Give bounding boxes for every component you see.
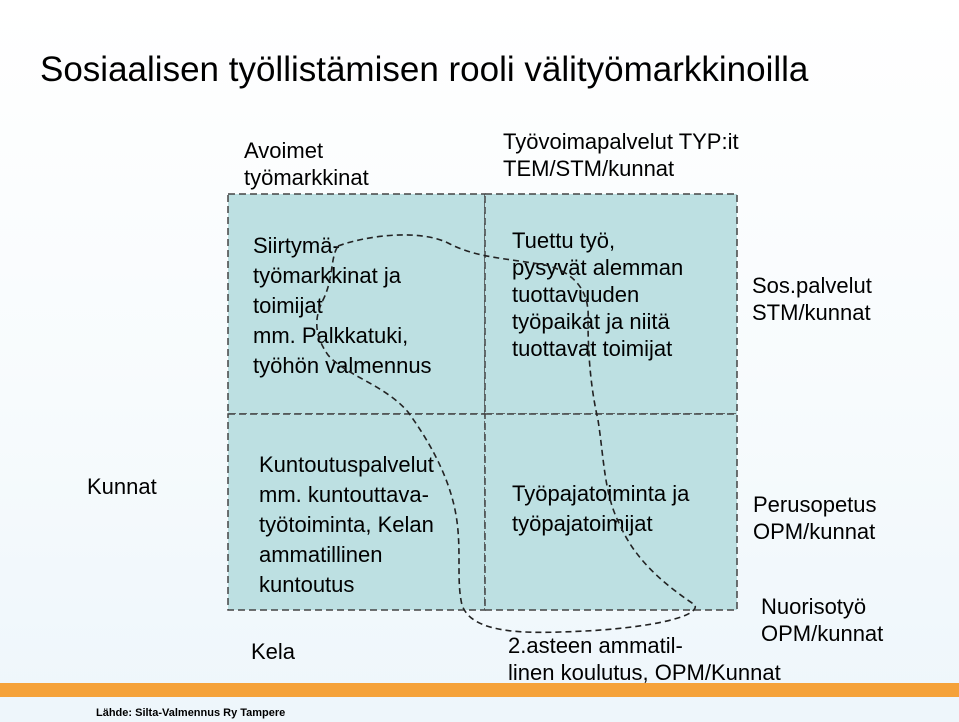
quadrant-top-left-text <box>253 231 432 381</box>
quadrant-top-left-line-4: mm. Palkkatuki, <box>253 323 409 348</box>
quadrant-top-right-text <box>512 227 683 362</box>
label-nuorisotyo-line-1: Nuorisotyö <box>761 594 867 619</box>
quadrant-top-left-line-1: Siirtymä- <box>253 233 340 258</box>
quadrant-bottom-right-text <box>512 479 689 539</box>
quadrant-bottom-left-line-1: Kuntoutuspalvelut <box>259 452 434 477</box>
label-kela: Kela <box>251 639 296 664</box>
quadrant-bottom-left-line-2: mm. kuntouttava- <box>259 482 429 507</box>
label-avoimet-line-2: työmarkkinat <box>244 165 369 190</box>
quadrant-top-right-line-2: pysyvät alemman <box>512 255 684 280</box>
label-toinen-aste-line-1: 2.asteen ammatil- <box>508 633 683 658</box>
label-nuorisotyo-line-2: OPM/kunnat <box>761 621 884 646</box>
quadrant-bottom-right-line-1: Työpajatoiminta ja <box>512 481 690 506</box>
label-avoimet-line-1: Avoimet <box>244 138 324 163</box>
quadrant-top-right-line-5: tuottavat toimijat <box>512 336 673 361</box>
quadrant-bottom-left-line-4: ammatillinen <box>259 542 383 567</box>
label-perusopetus-line-2: OPM/kunnat <box>753 519 876 544</box>
label-sos-palvelut-line-1: Sos.palvelut <box>752 273 872 298</box>
label-toinen-aste-line-2: linen koulutus, OPM/Kunnat <box>508 660 781 685</box>
label-perusopetus-line-1: Perusopetus <box>753 492 877 517</box>
quadrant-top-right-line-3: tuottavuuden <box>512 282 640 307</box>
label-toinen-aste <box>508 632 781 686</box>
quadrant-top-right-line-4: työpaikat ja niitä <box>512 309 670 334</box>
quadrant-bottom-right-line-2: työpajatoimijat <box>512 511 653 536</box>
slide-title: Sosiaalisen työllistämisen rooli välityömarkkinoilla <box>40 50 809 89</box>
quadrant-top-right-line-1: Tuettu työ, <box>512 228 616 253</box>
quadrant-top-left-line-3: toimijat <box>253 293 323 318</box>
quadrant-bottom-left-text <box>259 450 434 600</box>
label-tyovoimapalvelut-line-2: TEM/STM/kunnat <box>503 156 675 181</box>
source-note: Lähde: Silta-Valmennus Ry Tampere <box>96 707 286 719</box>
quadrant-top-left-line-5: työhön valmennus <box>253 353 432 378</box>
label-sos-palvelut-line-2: STM/kunnat <box>752 300 871 325</box>
label-tyovoimapalvelut-line-1: Työvoimapalvelut TYP:it <box>503 129 739 154</box>
quadrant-bottom-left-line-5: kuntoutus <box>259 572 355 597</box>
quadrant-top-left-line-2: työmarkkinat ja <box>253 263 401 288</box>
label-kunnat: Kunnat <box>87 474 157 499</box>
quadrant-bottom-left-line-3: työtoiminta, Kelan <box>259 512 434 537</box>
